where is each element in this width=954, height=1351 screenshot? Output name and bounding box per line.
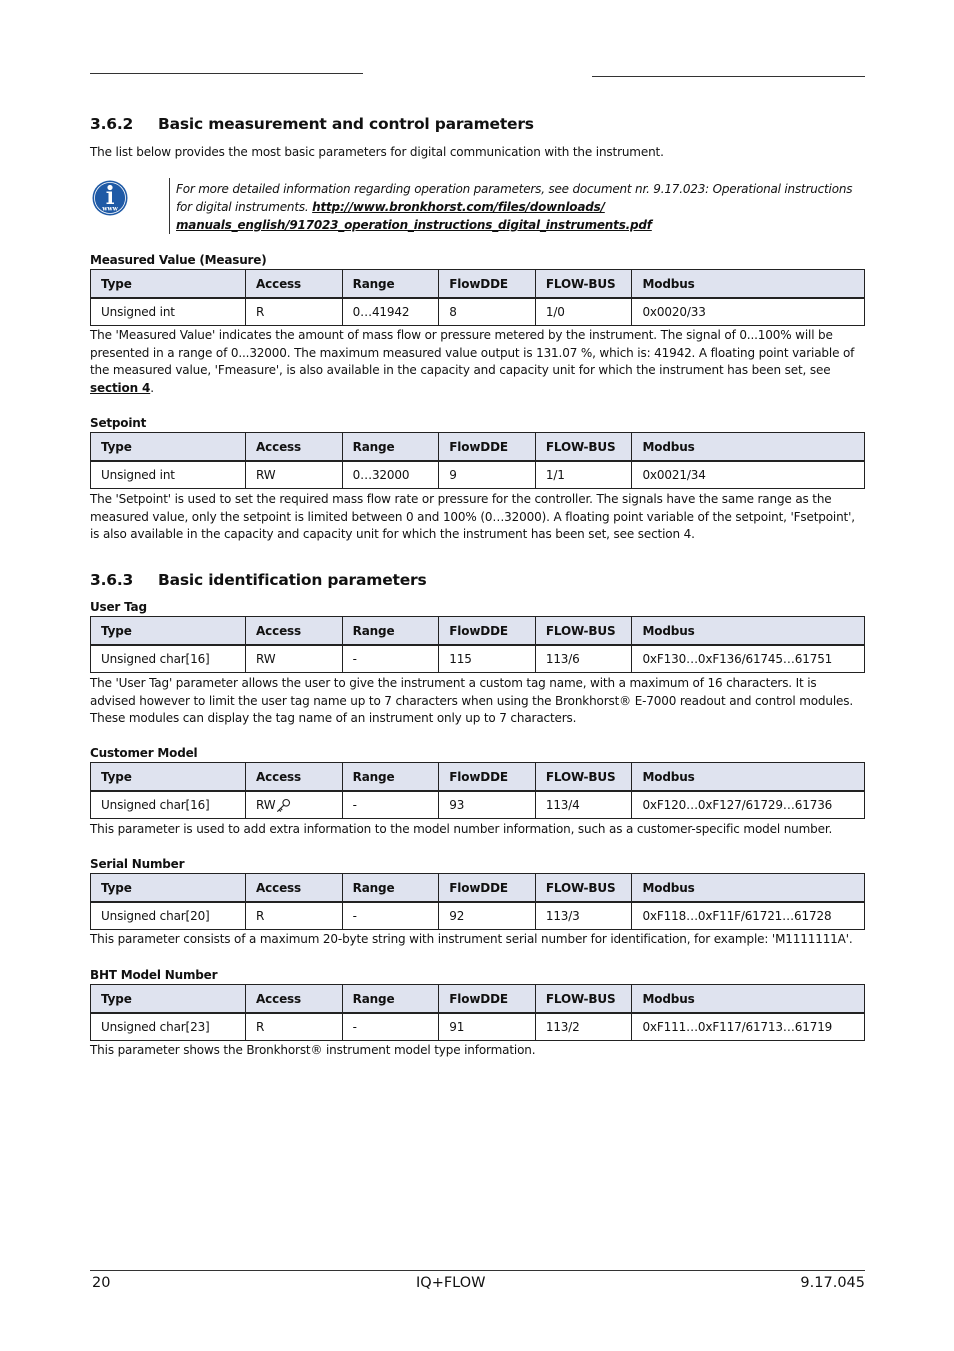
- col-flowbus: FLOW-BUS: [535, 433, 632, 462]
- cell-modbus: 0xF120…0xF127/61729…61736: [632, 791, 865, 819]
- col-type: Type: [91, 985, 246, 1014]
- col-flowdde: FlowDDE: [439, 985, 536, 1014]
- col-type: Type: [91, 617, 246, 646]
- cell-type: Unsigned char[16]: [91, 791, 246, 819]
- note-body: For more detailed information regarding operation parameters, see document nr. 9.17.023: Operational instructions for digital instruments.: [176, 182, 853, 214]
- section-heading-3-6-2: [90, 115, 534, 133]
- table-header-row: [91, 874, 865, 903]
- col-modbus: Modbus: [632, 985, 865, 1014]
- cell-type: Unsigned char[23]: [91, 1013, 246, 1041]
- cell-access: RW: [246, 645, 343, 673]
- cell-range: -: [342, 1013, 439, 1041]
- col-access: Access: [246, 617, 343, 646]
- header-rule-right: [592, 76, 865, 77]
- param-table-serial: [90, 873, 865, 930]
- table-header-row: [91, 270, 865, 299]
- cell-modbus: 0x0021/34: [632, 461, 865, 489]
- cell-access: R: [246, 298, 343, 326]
- svg-text:www: www: [102, 205, 118, 213]
- col-range: Range: [342, 874, 439, 903]
- param-label-custmodel: Customer Model: [90, 746, 198, 760]
- col-flowbus: FLOW-BUS: [535, 985, 632, 1014]
- cell-flowdde: 115: [439, 645, 536, 673]
- table-row: [91, 791, 865, 819]
- cell-flowdde: 93: [439, 791, 536, 819]
- param-table-bht: [90, 984, 865, 1041]
- col-flowbus: FLOW-BUS: [535, 874, 632, 903]
- cell-range: -: [342, 902, 439, 930]
- col-modbus: Modbus: [632, 270, 865, 299]
- param-label-serial: Serial Number: [90, 857, 185, 871]
- cell-range: 0…32000: [342, 461, 439, 489]
- col-flowdde: FlowDDE: [439, 270, 536, 299]
- col-access: Access: [246, 270, 343, 299]
- cell-flowbus: 113/4: [535, 791, 632, 819]
- param-desc-usertag: The 'User Tag' parameter allows the user to give the instrument a custom tag name, with a maximum of 16 characters. It is advised however to limit the user tag name up to 7 characters when using the Bronkhorst® E-7000 readout and control modules. These modules can display the tag name of an instrument only up to 7 characters.: [90, 676, 854, 726]
- col-access: Access: [246, 874, 343, 903]
- cell-flowdde: 9: [439, 461, 536, 489]
- param-desc-serial: This parameter consists of a maximum 20-byte string with instrument serial number for identification, for example: 'M1111111A'.: [90, 932, 853, 946]
- cell-type: Unsigned int: [91, 298, 246, 326]
- param-table-custmodel: [90, 762, 865, 819]
- cell-flowdde: 8: [439, 298, 536, 326]
- footer-product: IQ+FLOW: [416, 1275, 486, 1291]
- cell-access: RW: [246, 461, 343, 489]
- footer-doc-number: 9.17.045: [800, 1275, 865, 1291]
- col-flowdde: FlowDDE: [439, 763, 536, 792]
- col-flowbus: FLOW-BUS: [535, 270, 632, 299]
- param-desc-measure: The 'Measured Value' indicates the amount of mass flow or pressure metered by the instrument. The signal of 0...100% will be presented in a range of 0...32000. The maximum measured value output is 131.07 %, which is: 41942. A floating point variable of the measured value, 'Fmeasure', is also available in the capacity and capacity unit for which the instrument has been set, see section 4.: [90, 328, 855, 395]
- section-heading-3-6-3: [90, 571, 427, 589]
- table-row: [91, 902, 865, 930]
- param-table-setpoint: [90, 432, 865, 489]
- col-modbus: Modbus: [632, 433, 865, 462]
- col-flowbus: FLOW-BUS: [535, 763, 632, 792]
- key-icon: [276, 798, 291, 813]
- col-range: Range: [342, 617, 439, 646]
- col-modbus: Modbus: [632, 763, 865, 792]
- table-header-row: [91, 985, 865, 1014]
- info-www-icon: [92, 180, 128, 216]
- col-flowdde: FlowDDE: [439, 617, 536, 646]
- cell-flowbus: 1/1: [535, 461, 632, 489]
- cell-type: Unsigned char[20]: [91, 902, 246, 930]
- param-label-usertag: User Tag: [90, 600, 147, 614]
- col-access: Access: [246, 763, 343, 792]
- cell-flowbus: 1/0: [535, 298, 632, 326]
- note-link[interactable]: http://www.bronkhorst.com/files/downloads/ manuals_english/917023_operation_instructions_digital_instruments.pdf: [176, 200, 652, 232]
- param-desc-bht: This parameter shows the Bronkhorst® instrument model type information.: [90, 1043, 536, 1057]
- col-flowdde: FlowDDE: [439, 433, 536, 462]
- table-header-row: [91, 763, 865, 792]
- cell-flowbus: 113/3: [535, 902, 632, 930]
- table-row: [91, 298, 865, 326]
- table-header-row: [91, 617, 865, 646]
- param-desc-custmodel: This parameter is used to add extra information to the model number information, such as a customer-specific model number.: [90, 822, 833, 836]
- table-header-row: [91, 433, 865, 462]
- col-range: Range: [342, 270, 439, 299]
- param-table-usertag: [90, 616, 865, 673]
- col-modbus: Modbus: [632, 617, 865, 646]
- col-type: Type: [91, 763, 246, 792]
- cell-modbus: 0xF111…0xF117/61713…61719: [632, 1013, 865, 1041]
- param-label-measure: Measured Value (Measure): [90, 253, 267, 267]
- cell-type: Unsigned int: [91, 461, 246, 489]
- cell-modbus: 0xF118…0xF11F/61721…61728: [632, 902, 865, 930]
- cell-range: -: [342, 791, 439, 819]
- section-intro: The list below provides the most basic parameters for digital communication with the instrument.: [90, 145, 664, 159]
- cell-flowbus: 113/2: [535, 1013, 632, 1041]
- col-flowbus: FLOW-BUS: [535, 617, 632, 646]
- section-number: 3.6.3: [90, 571, 134, 589]
- cell-type: Unsigned char[16]: [91, 645, 246, 673]
- col-range: Range: [342, 985, 439, 1014]
- section-title: Basic identification parameters: [158, 571, 427, 589]
- note-divider: [169, 178, 170, 234]
- cell-modbus: 0x0020/33: [632, 298, 865, 326]
- table-row: [91, 1013, 865, 1041]
- col-access: Access: [246, 433, 343, 462]
- col-modbus: Modbus: [632, 874, 865, 903]
- section-title: Basic measurement and control parameters: [158, 115, 534, 133]
- col-range: Range: [342, 433, 439, 462]
- param-label-bht: BHT Model Number: [90, 968, 218, 982]
- cell-range: 0…41942: [342, 298, 439, 326]
- col-range: Range: [342, 763, 439, 792]
- table-row: [91, 461, 865, 489]
- section-4-link[interactable]: section 4: [90, 380, 151, 395]
- cell-flowdde: 92: [439, 902, 536, 930]
- cell-access: R: [246, 1013, 343, 1041]
- param-label-setpoint: Setpoint: [90, 416, 147, 430]
- cell-flowbus: 113/6: [535, 645, 632, 673]
- section-number: 3.6.2: [90, 115, 134, 133]
- col-type: Type: [91, 874, 246, 903]
- col-flowdde: FlowDDE: [439, 874, 536, 903]
- param-table-measure: [90, 269, 865, 326]
- footer-rule: [90, 1270, 865, 1271]
- cell-access: R: [246, 902, 343, 930]
- note-text: [176, 180, 866, 234]
- cell-flowdde: 91: [439, 1013, 536, 1041]
- cell-modbus: 0xF130…0xF136/61745…61751: [632, 645, 865, 673]
- col-access: Access: [246, 985, 343, 1014]
- table-row: [91, 645, 865, 673]
- col-type: Type: [91, 270, 246, 299]
- header-rule-left: [90, 73, 363, 74]
- cell-range: -: [342, 645, 439, 673]
- page-number: 20: [92, 1275, 111, 1291]
- col-type: Type: [91, 433, 246, 462]
- cell-access: RW: [246, 791, 343, 819]
- param-desc-setpoint: The 'Setpoint' is used to set the required mass flow rate or pressure for the controller. The signals have the same range as the measured value, only the setpoint is limited between 0 and 100% (0…32000). A floating point variable of the setpoint, 'Fsetpoint', is also available in the capacity and capacity unit for which the instrument has been set, see section 4.: [90, 492, 855, 542]
